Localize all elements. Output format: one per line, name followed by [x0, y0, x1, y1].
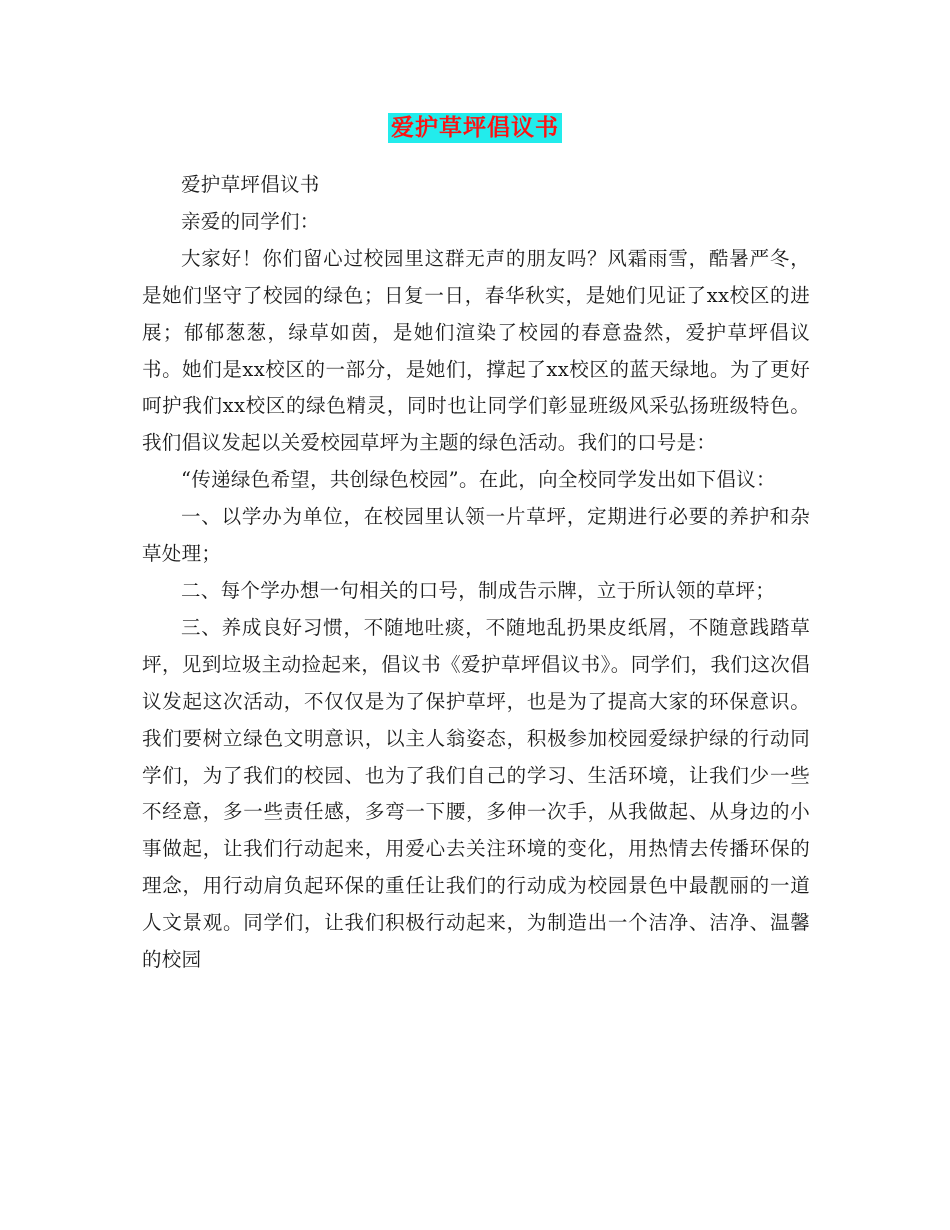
document-body	[142, 167, 810, 979]
paragraph-item-1: 一、以学办为单位，在校园里认领一片草坪，定期进行必要的养护和杂草处理；	[142, 505, 810, 566]
paragraph-item-3: 三、养成良好习惯，不随地吐痰，不随地乱扔果皮纸屑，不随意践踏草坪，见到垃圾主动捡起来，倡议书《爱护草坪倡议书》。同学们，我们这次倡议发起这次活动，不仅仅是为了保护草坪，也是为了提高大家的环保意识。我们要树立绿色文明意识，以主人翁姿态，积极参加校园爱绿护绿的行动同学们，为了我们的校园、也为了我们自己的学习、生活环境，让我们少一些不经意，多一些责任感，多弯一下腰，多伸一次手，从我做起、从身边的小事做起，让我们行动起来，用爱心去关注环境的变化，用热情去传播环保的理念，用行动肩负起环保的重任让我们的行动成为校园景色中最靓丽的一道人文景观。同学们，让我们积极行动起来，为制造出一个洁净、洁净、温馨的校园	[142, 615, 810, 972]
paragraph-intro: 大家好！你们留心过校园里这群无声的朋友吗？风霜雨雪，酷暑严冬，是她们坚守了校园的绿色；日复一日，春华秋实，是她们见证了xx校区的进展；郁郁葱葱，绿草如茵，是她们渲染了校园的春意盎然，爱护草坪倡议书。她们是xx校区的一部分，是她们，撑起了xx校区的蓝天绿地。为了更好呵护我们xx校区的绿色精灵，同时也让同学们彰显班级风采弘扬班级特色。我们倡议发起以关爱校园草坪为主题的绿色活动。我们的口号是：	[142, 246, 810, 455]
paragraph-heading: 爱护草坪倡议书	[181, 173, 320, 196]
paragraph-item-2: 二、每个学办想一句相关的口号，制成告示牌，立于所认领的草坪；	[181, 578, 776, 602]
title-container	[0, 113, 950, 143]
document-title: 爱护草坪倡议书	[388, 113, 562, 143]
paragraph-salutation: 亲爱的同学们：	[181, 209, 320, 233]
paragraph-slogan: “传递绿色希望，共创绿色校园”。在此，向全校同学发出如下倡议：	[181, 468, 776, 492]
